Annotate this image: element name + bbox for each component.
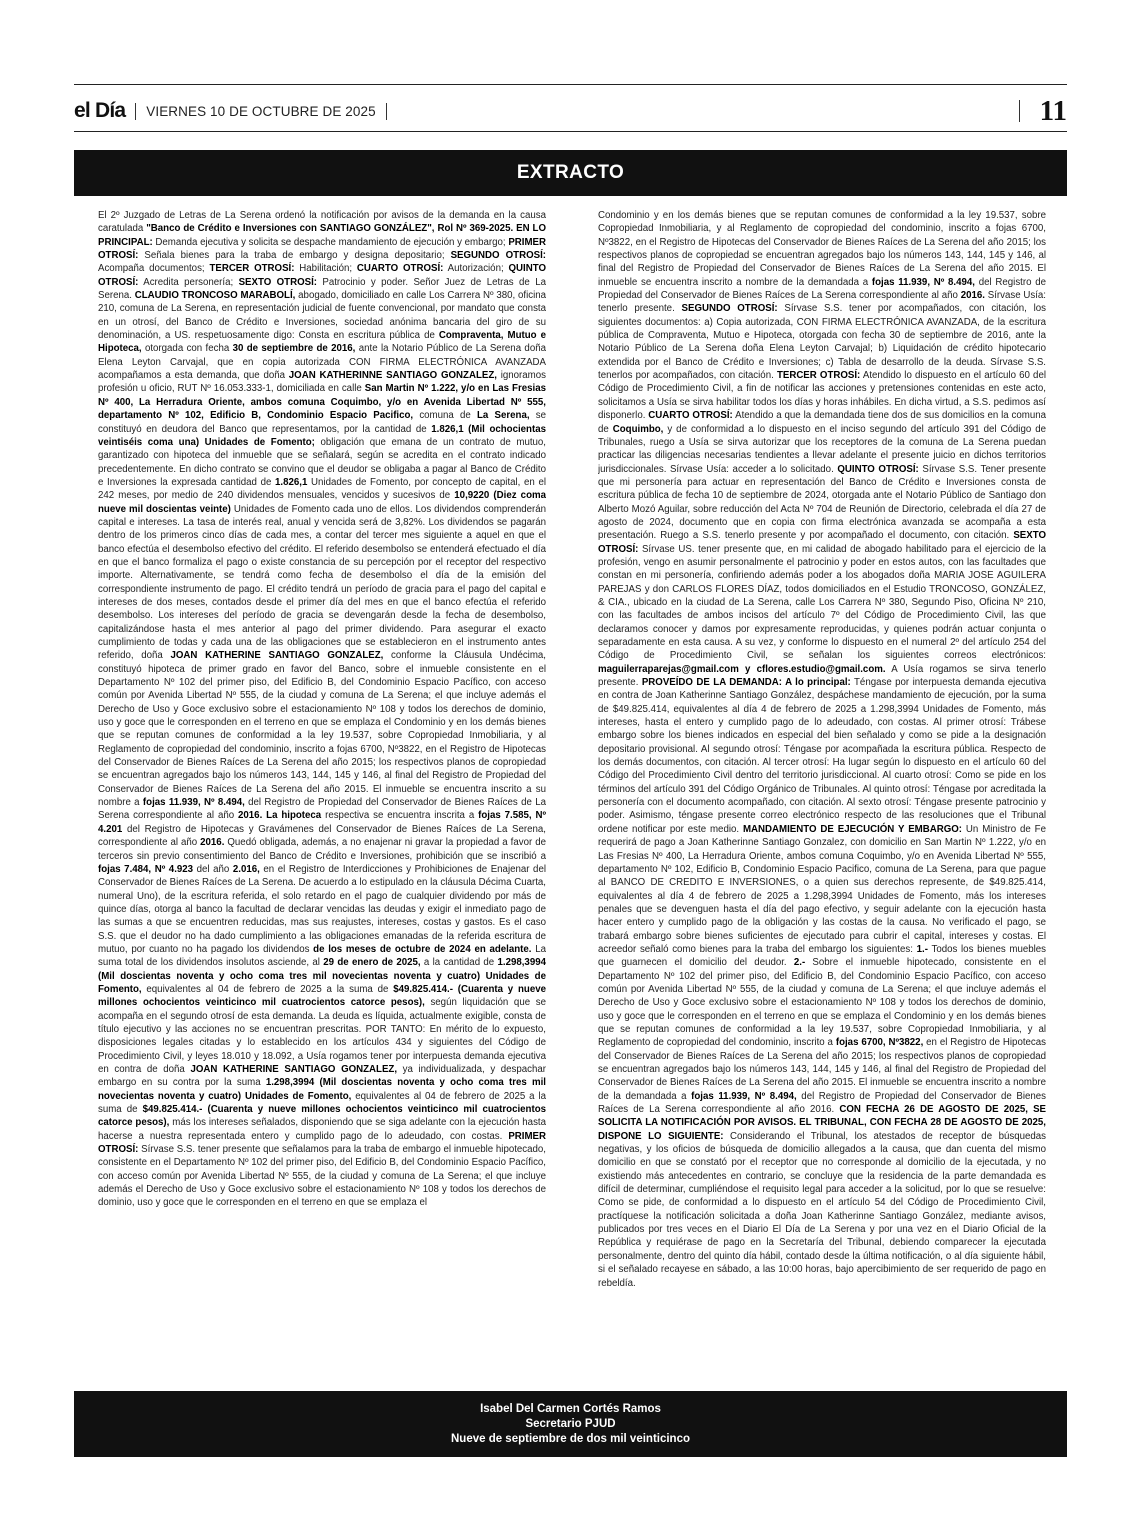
section-banner <box>74 150 1067 196</box>
text-segment: Patrocinio y poder. Señor Juez de Letras de La Serena. <box>98 276 546 302</box>
header-top-rule <box>74 84 1067 85</box>
issue-date: VIERNES 10 DE OCTUBRE DE 2025 <box>146 103 376 119</box>
column-text <box>598 209 1046 1290</box>
text-segment: Atendido lo dispuesto en el artículo 60 del Código de Procedimiento Civil, a fin de notificar las acciones y pretensiones contenidas en este acto, solicitamos a Usía se sirva habilitar todos los días y horas inhábiles. En dicha virtud, a S.S. pedimos así disponerlo. <box>598 370 1046 422</box>
bold-text-segment: fojas 11.939, Nº 8.494, <box>691 1090 797 1102</box>
text-segment: Atendido a que la demandada tiene dos de sus domicilios en la comuna de <box>598 410 1046 435</box>
bold-text-segment: SEXTO OTROSÍ: <box>598 530 1046 555</box>
text-segment: La suma total de los dividendos insolutos asciende, al <box>98 943 546 969</box>
text-segment: ante la Notario Público de La Serena doña Elena Leyton Carvajal, que en copia autorizada CON FIRMA ELECTRÓNICA AVANZADA acompañamos a esta demanda, que doña <box>98 343 546 382</box>
bold-text-segment: 1.- <box>916 943 928 955</box>
signer-title: Secretario PJUD <box>525 1417 616 1430</box>
text-segment: del año <box>193 863 233 875</box>
bold-text-segment: 10,9220 (Diez coma nueve mil doscientas veinte) <box>98 490 546 515</box>
text-segment: Sírvase S.S. Tener presente que mi personería para actuar en representación del Banco de Crédito e Inversiones consta de escritura pública de fecha 10 de septiembre de 2024, otorgada ante el Notario Público de Santiago don Alberto Mozó Aguilar, sobre reducción del Acta Nº 704 de Reunión de Directorio, celebrada el día 27 de agosto de 2024, documento que en copia con firma electrónica avanzada se acompaña a esta presentación. Ruego a S.S. tenerlo presente y por acompañado el documento, con citación. <box>598 463 1046 542</box>
text-segment: Sírvase S.S. tener por acompañados, con citación, los siguientes documentos: a) Copia autorizada, CON FIRMA ELECTRÓNICA AVANZADA, de la escritura pública de Compraventa, Mutuo e Hipoteca, otorgada con fecha 30 de septiembre de 2016, ante la Notario Público de La Serena doña Elena Leyton Carvajal; b) Liquidación de crédito hipotecario extendida por el Banco de Crédito e Inversiones; c) Tabla de desarrollo de la deuda. Sírvase S.S. tenerlos por acompañados, con citación. <box>598 303 1046 382</box>
text-segment: Unidades de Fomento cada uno de ellos. Los dividendos comprenderán capital e intereses. La tasa de interés real, anual y vencida será de 3,82%. Los dividendos se pagarán dentro de los primeros cinco días de cada mes, a contar del tercer mes siguiente a aquel en que el banco efectúa el desembolso efectivo del crédito. El referido desembolso se entenderá efectuado el día en que el banco formaliza el pago o existe constancia de su percepción por el receptor del respectivo importe. Alternativamente, se tendrá como fecha de desembolso el día de la emisión del correspondiente instrumento de pago. El crédito tendrá un período de gracia para el pago del capital e intereses de dos meses, contados desde el primer día del mes en que el banco efectúa el referido desembolso. Los intereses del período de gracia se devengarán desde la fecha de desembolso, capitalizándose hasta el mes anterior al pago del primer dividendo. Para asegurar el exacto cumplimiento de todas y cada una de las obligaciones que se establecieron en el instrumento antes referido, doña <box>98 503 546 662</box>
header-divider <box>386 103 387 120</box>
bold-text-segment: 29 de enero de 2025, <box>323 957 421 969</box>
text-segment: Sobre el inmueble hipotecado, consistente en el Departamento Nº 102 del primer piso, del Edificio B, del Condominio Espacio Pacífico, con acceso común por Avenida Libertad Nº 555, de la ciudad y comuna de La Serena; el que incluye además el Derecho de Uso y Goce exclusivo sobre el estacionamiento Nº 108 y todos los derechos de dominio, uso y goce que le corresponden en el terreno en que se emplaza el Condominio y en los demás bienes que se reputan comunes de conformidad a la ley 19.537, sobre Copropiedad Inmobiliaria, y al Reglamento de copropiedad del condominio, inscrito a <box>598 957 1046 1049</box>
text-segment: A Usía rogamos se sirva tenerlo presente. <box>598 663 1046 689</box>
bold-text-segment: fojas 7.484, Nº 4.923 <box>98 863 194 875</box>
text-segment: equivalentes al 04 de febrero de 2025 a la suma de <box>98 1090 546 1116</box>
signer-name: Isabel Del Carmen Cortés Ramos <box>480 1402 661 1415</box>
bold-text-segment: JOAN KATHERINE SANTIAGO GONZALEZ, <box>170 650 384 662</box>
bold-text-segment: CON FECHA 26 DE AGOSTO DE 2025, SE SOLICITA LA NOTIFICACIÓN POR AVISOS. EL TRIBUNAL, CON FECHA 28 DE AGOSTO DE 2025, DISPONE LO SIGUIENTE: <box>598 1104 1046 1142</box>
text-segment: más los intereses señalados, disponiendo que se siga adelante con la ejecución hasta hacerse a nuestra representada entero y cumplido pago de lo adeudado, con costas. <box>98 1117 546 1142</box>
text-segment: Unidades de Fomento, por concepto de capital, en el 242 meses, por medio de 240 dividendos mensuales, vencidos y sucesivos de <box>98 476 546 502</box>
bold-text-segment: fojas 11.939, Nº 8.494, <box>871 276 975 288</box>
bold-text-segment: maguilerraparejas@gmail.com y cflores.estudio@gmail.com. <box>598 663 886 675</box>
text-segment: Sírvase US. tener presente que, en mi calidad de abogado habilitado para el ejercicio de la profesión, vengo en asumir personalmente el patrocinio y poder en estos autos, con las facultades que constan en mi personería, confiriendo además poder a los abogados doña MARIA JOSE AGUILERA PAREJAS y don CARLOS FLORES DÍAZ, todos domiciliados en el Estudio TRONCOSO, GONZÁLEZ, & CIA., ubicado en la ciudad de La Serena, calle Los Carrera Nº 380, Segundo Piso, Oficina Nº 210, con las facultades de ambos incisos del artículo 7º del Código de Procedimiento Civil, las que declaramos conocer y damos por expresamente reproducidas, y quienes podrán actuar conjunta o separadamente en esta causa. A su vez, y conforme lo dispuesto en el numeral 2º del artículo 254 del Código de Procedimiento Civil, se señalan los siguientes correos electrónicos: <box>598 543 1046 662</box>
text-segment: Sírvase Usía: tenerlo presente. <box>598 290 1046 315</box>
text-segment: se constituyó en deudora del Banco que representamos, por la cantidad de <box>98 410 546 435</box>
text-segment: del Registro de Propiedad del Conservador de Bienes Raíces de La Serena correspondiente al año <box>598 276 1046 302</box>
text-segment: otorgada con fecha <box>141 343 233 355</box>
signature-date: Nueve de septiembre de dos mil veinticinco <box>450 1432 691 1445</box>
text-segment: del Registro de Propiedad del Conservador de Bienes Raíces de La Serena correspondiente al año <box>98 797 546 822</box>
bold-text-segment: SEGUNDO OTROSÍ: <box>681 303 778 315</box>
bold-text-segment: 1.826,1 <box>275 476 308 488</box>
bold-text-segment: fojas 11.939, Nº 8.494, <box>142 797 245 809</box>
masthead <box>74 96 1067 126</box>
text-segment: abogado, domiciliado en calle Los Carrera Nº 380, oficina 210, comuna de La Serena, en representación judicial de fuente convencional, por mandato que consta en un otrosí, del Banco de Crédito e Inversiones, sociedad anónima bancaria del giro de su denominación, a US. respetuosamente digo: Consta en escritura pública de <box>98 290 546 342</box>
bold-text-segment: 1.298,3994 (Mil doscientas noventa y ocho coma tres mil novecientas noventa y cuatro) Unidades de Fomento, <box>98 957 546 995</box>
bold-text-segment: La Serena, <box>477 410 530 422</box>
bold-text-segment: 2016. <box>200 837 225 849</box>
text-segment: Téngase por interpuesta demanda ejecutiva en contra de Joan Katherinne Santiago González, despáchese mandamiento de ejecución, por la suma de $49.825.414, equivalentes al día 4 de febrero de 2025 a 1.298,3994 Unidades de Fomento, más intereses, hasta el entero y cumplido pago de lo adeudado, con costas. Al primer otrosí: Trábese embargo sobre los bienes indicados en especial del bien señalado y como se pide a la designación depositario provisional. Al segundo otrosí: Téngase por acompañada la escritura pública. Respecto de los demás documentos, con citación. Al tercer otrosí: Ha lugar según lo dispuesto en el artículo 60 del Código del Procedimiento Civil dentro del territorio jurisdiccional. Al cuarto otrosí: Como se pide en los términos del artículo 391 del Código Orgánico de Tribunales. Al quinto otrosí: Téngase por acreditada la personería con el documento acompañado, con citación. Al sexto otrosí: Téngase presente patrocinio y poder. Asimismo, téngase presente correo electrónico respecto de las resoluciones que el Tribunal ordene notificar por este medio. <box>598 677 1046 835</box>
bold-text-segment: 30 de septiembre de 2016, <box>232 343 356 355</box>
text-segment: en el Registro de Interdicciones y Prohibiciones de Enajenar del Conservador de Bienes Raíces de La Serena. De acuerdo a lo estipulado en la cláusula Décima Cuarta, numeral Uno), de la escritura referida, el solo retardo en el pago de cualquier dividendo por más de quince días, otorga al banco la facultad de declarar vencidas las deudas y exigir el inmediato pago de las sumas a que se encuentren reducidas, mas sus reajustes, intereses, costas y gastos. Es el caso S.S. que el deudor no ha dado cumplimiento a las obligaciones emanadas de la referida escritura de mutuo, por cuanto no ha pagado los dividendos <box>98 863 546 955</box>
bold-text-segment: SEXTO OTROSÍ: <box>238 276 317 288</box>
text-segment: Un Ministro de Fe requerirá de pago a Joan Katherinne Santiago Gonzalez, con domicilio en San Martin Nº 1.222, y/o en Las Fresias Nº 400, La Herradura Oriente, ambos comuna Coquimbo, y/o en Avenida Libertad Nº 555, departamento Nº 102, Edificio B, Condominio Espacio Pacifico, comuna de La Serena, para que pague al BANCO DE CREDITO E INVERSIONES, o a quien sus derechos represente, de $49.825.414, equivalentes al día 4 de febrero de 2025 a 1.298,3994 Unidades de Fomento, más los intereses penales que se devenguen hasta el día del pago efectivo, y seguir adelante con la ejecución hasta hacer entero y cumplido pago de la obligación y las costas de la causa. No verificado el pago, se trabará embargo sobre bienes suficientes de ejecutado para cubrir el capital, intereses y costas. El acreedor señaló como bienes para la traba del embargo los siguientes: <box>598 823 1046 955</box>
text-segment: Autorización; <box>443 263 509 275</box>
text-segment: ignoramos profesión u oficio, RUT Nº 16.053.333-1, domiciliada en calle <box>98 370 546 395</box>
text-segment: obligación que emana de un contrato de mutuo, garantizado con hipoteca del inmueble que se señalará, según se acredita en el contrato indicado precedentemente. En dicho contrato se convino que el deudor se obligaba a pagar al Banco de Crédito e Inversiones la expresada cantidad de <box>98 436 546 488</box>
bold-text-segment: CUARTO OTROSÍ: <box>356 263 444 275</box>
header-bottom-rule <box>74 131 1067 132</box>
text-segment: según liquidación que se acompaña en el segundo otrosí de esta demanda. La deuda es líquida, actualmente exigible, consta de título ejecutivo y las acciones no se encuentran prescritas. POR TANTO: En mérito de lo expuesto, disposiciones legales citadas y lo establecido en los artículos 434 y siguientes del Código de Procedimiento Civil, y leyes 18.010 y 18.092, a Usía rogamos tener por interpuesta demanda ejecutiva en contra de doña <box>98 997 546 1075</box>
article-column-left <box>98 209 546 1379</box>
text-segment: del Registro de Hipotecas y Gravámenes del Conservador de Bienes Raíces de La Serena, correspondiente al año <box>98 823 546 849</box>
header-divider <box>135 103 136 120</box>
bold-text-segment: 1.298,3994 (Mil doscientas noventa y ocho coma tres mil novecientas noventa y cuatro) Unidades de Fomento, <box>98 1077 546 1102</box>
bold-text-segment: 1.826,1 (Mil ochocientas veintiséis coma una) Unidades de Fomento; <box>98 423 546 448</box>
bold-text-segment: "Banco de Crédito e Inversiones con SANTIAGO GONZÁLEZ", Rol Nº 369-2025. EN LO PRINCIPAL: <box>98 223 546 248</box>
bold-text-segment: fojas 6700, Nº3822, <box>835 1037 924 1049</box>
page-number: 11 <box>1039 94 1067 127</box>
text-segment: en el Registro de Hipotecas del Conservador de Bienes Raíces de La Serena del año 2015; los respectivos planos de copropiedad se encuentran agregados bajo los números 143, 144, 145 y 146, al final del Registro de Propiedad del Conservador de Bienes Raíces de La Serena del año 2015. El inmueble se encuentra inscrito a nombre de la demandada a <box>598 1037 1046 1102</box>
text-segment: Sírvase S.S. tener presente que señalamos para la traba de embargo el inmueble hipotecado, consistente en el Departamento Nº 102 del primer piso, del Edificio B, del Condominio Espacio Pacífico, con acceso común por Avenida Libertad Nº 555, de la ciudad y comuna de La Serena; el que incluye además el Derecho de Uso y Goce exclusivo sobre el estacionamiento Nº 108 y todos los derechos de dominio, uso y goce que le corresponden en el terreno en que se emplaza el <box>98 1144 546 1209</box>
bold-text-segment: de los meses de octubre de 2024 en adelante. <box>313 943 532 955</box>
signature-box <box>74 1391 1067 1457</box>
bold-text-segment: PRIMER OTROSÍ: <box>98 1130 546 1156</box>
text-segment: Quedó obligada, además, a no enajenar ni gravar la propiedad a favor de terceros sin previo consentimiento del Banco de Crédito e Inversiones, prohibición que se inscribió a <box>98 837 546 862</box>
bold-text-segment: JOAN KATHERINE SANTIAGO GONZALEZ, <box>190 1064 398 1075</box>
text-segment: del Registro de Propiedad del Conservador de Bienes Raíces de La Serena correspondiente al año 2016. <box>598 1090 1046 1116</box>
bold-text-segment: PRIMER OTROSÍ: <box>98 236 546 262</box>
bold-text-segment: Compraventa, Mutuo e Hipoteca, <box>98 330 546 355</box>
column-text <box>98 209 546 1210</box>
bold-text-segment: 2.- <box>793 957 806 969</box>
bold-text-segment: TERCER OTROSÍ: <box>776 370 861 382</box>
text-segment: Señala bienes para la traba de embargo y designa depositario; <box>138 250 451 262</box>
bold-text-segment: QUINTO OTROSÍ: <box>837 463 919 475</box>
bold-text-segment: 2.016, <box>232 863 260 875</box>
bold-text-segment: TERCER OTROSÍ: <box>209 263 295 275</box>
text-segment: Condominio y en los demás bienes que se reputan comunes de conformidad a la ley 19.537, sobre Copropiedad Inmobiliaria, y al Reglamento de copropiedad del condominio, inscrito a fojas 6700, Nº3822, en el Registro de Hipotecas del Conservador de Bienes Raíces de La Serena del año 2015; los respectivos planos de copropiedad se encuentran agregados bajo los números 143, 144, 145 y 146, al final del Registro de Propiedad del Conservador de Bienes Raíces de La Serena del año 2015. El inmueble se encuentra inscrito a nombre de la demandada a <box>598 210 1046 288</box>
text-segment: equivalentes al 04 de febrero de 2025 a la suma de <box>141 983 394 995</box>
bold-text-segment: CUARTO OTROSÍ: <box>648 410 733 422</box>
text-segment: El 2º Juzgado de Letras de La Serena ordenó la notificación por avisos de la demanda en la causa caratulada <box>98 210 546 235</box>
page-number-area <box>1009 95 1067 128</box>
bold-text-segment: JOAN KATHERINNE SANTIAGO GONZALEZ, <box>288 370 497 382</box>
bold-text-segment: PROVEÍDO DE LA DEMANDA: A lo principal: <box>641 677 851 689</box>
text-segment: Habilitación; <box>294 263 357 275</box>
text-segment: respectiva se encuentra inscrita a <box>321 810 479 822</box>
bold-text-segment: fojas 7.585, Nº 4.201 <box>98 810 546 835</box>
header-divider <box>1019 100 1020 122</box>
bold-text-segment: Coquimbo, <box>612 423 664 435</box>
bold-text-segment: MANDAMIENTO DE EJECUCIÓN Y EMBARGO: <box>742 823 963 835</box>
text-segment: a la cantidad de <box>420 957 498 969</box>
newspaper-logo: el Día <box>74 99 126 122</box>
bold-text-segment: San Martin Nº 1.222, y/o en Las Fresias Nº 400, La Herradura Oriente, ambos comuna Coquimbo, y/o en Avenida Libertad Nº 555, departamento Nº 102, Edificio B, Condominio Espacio Pacifico, <box>98 383 546 422</box>
bold-text-segment: 2016. <box>960 290 985 302</box>
text-segment: comuna de <box>413 410 477 422</box>
article-body <box>98 209 1046 1379</box>
bold-text-segment: $49.825.414.- (Cuarenta y nueve millones ochocientos veinticinco mil cuatrocientos catorce pesos), <box>98 1104 546 1129</box>
bold-text-segment: QUINTO OTROSÍ: <box>98 263 546 288</box>
bold-text-segment: 2016. La hipoteca <box>238 810 322 822</box>
text-segment: Considerando el Tribunal, los atestados de receptor de búsquedas negativas, y los oficios de búsqueda de domicilio allegados a la causa, que dan cuenta del mismo domicilio en que se constató por el receptor que no corresponde al domicilio de la ejecutada, y no existiendo más antecedentes en contrario, se concluye que la residencia de la parte demandada es difícil de determinar, cumpliéndose el requisito legal para acceder a la solicitud, por lo que se resuelve: Como se pide, de conformidad a lo dispuesto en el artículo 54 del Código de Procedimiento Civil, practíquese la notificación solicitada a doña Joan Katherinne Santiago González, mediante avisos, publicados por tres veces en el Diario El Día de La Serena y por una vez en el Diario Oficial de la República y requiérase de pago en la Secretaría del Tribunal, debiendo comparecer la ejecutada personalmente, dentro del quinto día hábil, contado desde la última notificación, o al día siguiente hábil, si el señalado recayese en sábado, a las 10:00 horas, bajo apercibimiento de ser requerido de pago en rebeldía. <box>598 1130 1046 1289</box>
bold-text-segment: $49.825.414.- (Cuarenta y nueve millones ochocientos veinticinco mil cuatrocientos catorce pesos), <box>98 983 546 1009</box>
text-segment: Todos los bienes muebles que guarnecen el domicilio del deudor. <box>598 943 1046 969</box>
section-title: EXTRACTO <box>516 162 625 183</box>
text-segment: y de conformidad a lo dispuesto en el inciso segundo del artículo 391 del Código de Tribunales, ruego a Usía se sirva autorizar que los receptores de la comuna de La Serena puedan practicar las diligencias necesarias tendientes a llevar adelante el presente juicio en dichos territorios jurisdiccionales. Sírvase Usía: acceder a lo solicitado. <box>598 423 1046 475</box>
text-segment: Acredita personería; <box>138 276 239 288</box>
text-segment: Demanda ejecutiva y solicita se despache mandamiento de ejecución y embargo; <box>152 236 509 248</box>
article-column-right <box>598 209 1046 1379</box>
text-segment: Acompaña documentos; <box>98 263 210 275</box>
text-segment: conforme la Cláusula Undécima, constituyó hipoteca de primer grado en favor del Banco, sobre el inmueble consistente en el Departamento Nº 102 del primer piso, del Edificio B, del Condominio Espacio Pacífico, con acceso común por Avenida Libertad Nº 555, de la ciudad y comuna de La Serena; el que incluye además el Derecho de Uso y Goce exclusivo sobre el estacionamiento Nº 108 y todos los derechos de dominio, uso y goce que le corresponden en el terreno en que se emplaza el Condominio y en los demás bienes que se reputan comunes de conformidad a la ley 19.537, sobre Copropiedad Inmobiliaria, y al Reglamento de copropiedad del condominio, inscrito a fojas 6700, Nº3822, en el Registro de Hipotecas del Conservador de Bienes Raíces de La Serena del año 2015; los respectivos planos de copropiedad se encuentran agregados bajo los números 143, 144, 145 y 146, al final del Registro de Propiedad del Conservador de Bienes Raíces de La Serena del año 2015. El inmueble se encuentra inscrito a su nombre a <box>98 650 546 809</box>
text-segment: ya individualizada, y despachar embargo en su contra por la suma <box>98 1064 546 1089</box>
bold-text-segment: SEGUNDO OTROSÍ: <box>450 250 546 262</box>
bold-text-segment: CLAUDIO TRONCOSO MARABOLÍ, <box>134 290 296 302</box>
